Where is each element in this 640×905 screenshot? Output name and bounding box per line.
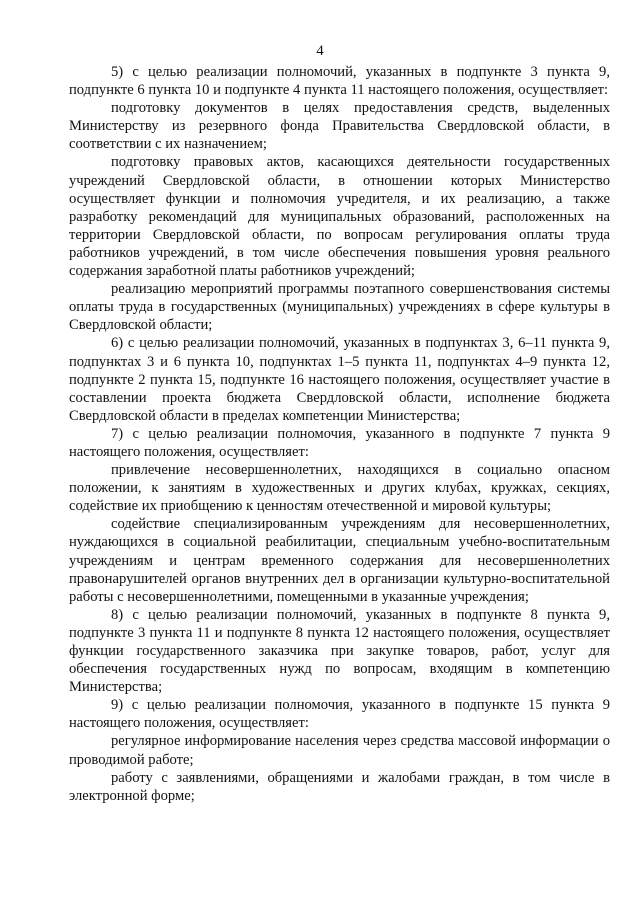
paragraph-reserve-fund: подготовку документов в целях предоставления средств, выделенных Министерству из резервного фонда Правительства Свердловской области, в соответствии с их назначением; <box>69 100 610 153</box>
paragraph-minors-clubs: привлечение несовершеннолетних, находящихся в социально опасном положении, к занятиям в художественных и других клубах, кружках, секциях, содействие их приобщению к ценностям отечественной и мировой культуры; <box>69 462 610 515</box>
paragraph-5-intro: 5) с целью реализации полномочий, указанных в подпункте 3 пункта 9, подпункте 6 пункта 10 и подпункте 4 пункта 11 настоящего положения, осуществляет: <box>69 64 610 99</box>
paragraph-minors-institutions: содействие специализированным учреждениям для несовершеннолетних, нуждающихся в социальной реабилитации, специальным учебно-воспитательным учреждениям и центрам временного содержания для несовершеннолетних правонарушителей органов внутренних дел в организации культурно-воспитательной работы с несовершеннолетними, помещенными в указанные учреждения; <box>69 516 610 605</box>
paragraph-citizen-appeals: работу с заявлениями, обращениями и жалобами граждан, в том числе в электронной форме; <box>69 769 610 804</box>
paragraph-9-intro: 9) с целью реализации полномочия, указанного в подпункте 15 пункта 9 настоящего положения, осуществляет: <box>69 697 610 732</box>
paragraph-6-budget: 6) с целью реализации полномочий, указанных в подпунктах 3, 6–11 пункта 9, подпунктах 3 и 6 пункта 10, подпунктах 1–5 пункта 11, подпунктах 4–9 пункта 12, подпункте 2 пункта 15, подпункте 16 настоящего положения, осуществляет участие в составлении проекта бюджета Свердловской области, исполнение бюджета Свердловской области в пределах компетенции Министерства; <box>69 335 610 424</box>
paragraph-media-info: регулярное информирование населения через средства массовой информации о проводимой работе; <box>69 733 610 768</box>
document-body <box>69 63 610 805</box>
paragraph-8-procurement: 8) с целью реализации полномочий, указанных в подпункте 8 пункта 9, подпункте 3 пункта 11 и подпункте 8 пункта 12 настоящего положения, осуществляет функции государственного заказчика при закупке товаров, работ, услуг для обеспечения государственных нужд по вопросам, входящим в компетенцию Министерства; <box>69 606 610 696</box>
paragraph-legal-acts: подготовку правовых актов, касающихся деятельности государственных учреждений Свердловской области, в отношении которых Министерство осуществляет функции и полномочия учредителя, и их реализацию, а также разработку рекомендаций для муниципальных образований, расположенных на территории Свердловской области, по вопросам регулирования оплаты труда работников учреждений, в том числе обеспечения повышения уровня реального содержания заработной платы работников учреждений; <box>69 154 610 280</box>
paragraph-wage-program: реализацию мероприятий программы поэтапного совершенствования системы оплаты труда в государственных (муниципальных) учреждениях в сфере культуры в Свердловской области; <box>69 281 610 334</box>
paragraph-7-intro: 7) с целью реализации полномочия, указанного в подпункте 7 пункта 9 настоящего положения, осуществляет: <box>69 425 610 460</box>
page-number: 4 <box>316 43 324 59</box>
